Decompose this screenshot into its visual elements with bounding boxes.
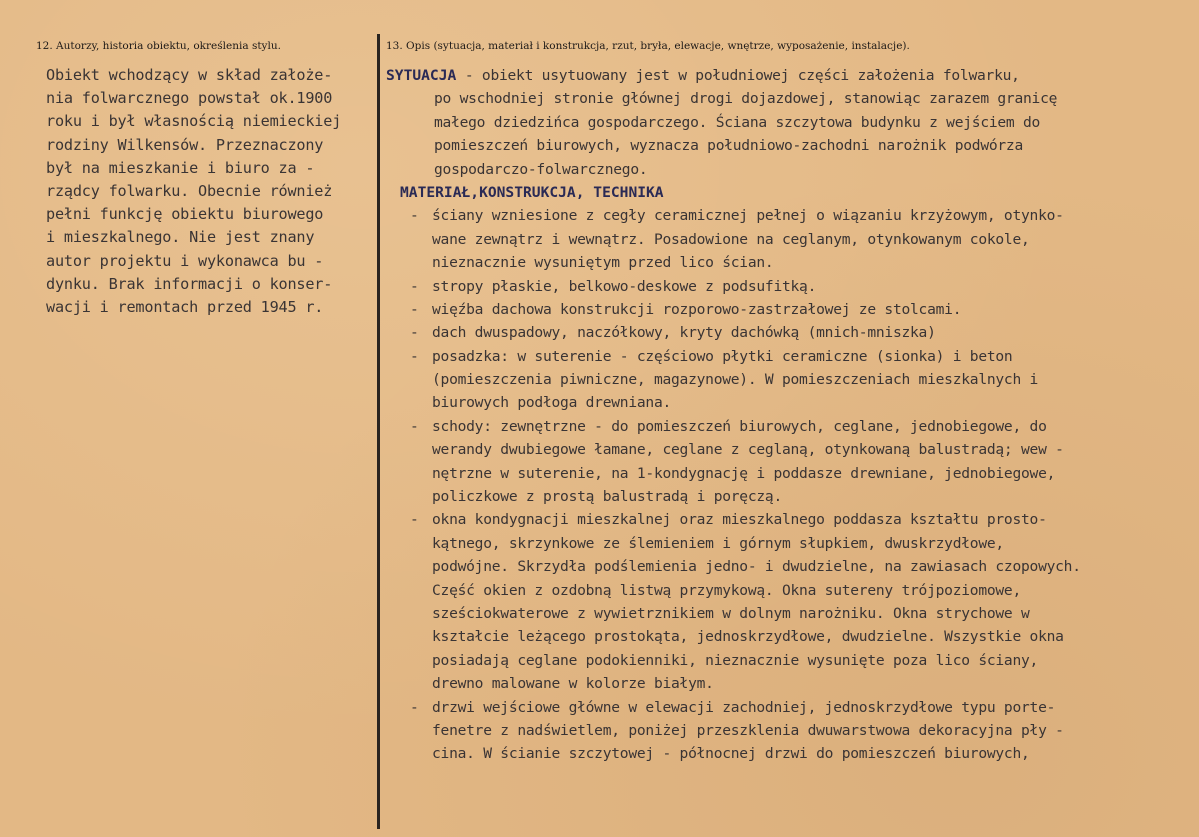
sytuacja-text: - obiekt usytuowany jest w południowej części założenia folwarku,	[456, 67, 1020, 84]
left-text-line: rodziny Wilkensów. Przeznaczony	[46, 135, 324, 154]
list-item-continuation: drewno malowane w kolorze białym.	[432, 675, 714, 693]
sytuacja-first-line	[386, 64, 1196, 87]
section-13-header: 13. Opis (sytuacja, materiał i konstrukcja, rzut, bryła, elewacje, wnętrze, wyposażenie, instalacje).	[386, 40, 910, 52]
list-dash: -	[410, 324, 419, 342]
left-text-line: dynku. Brak informacji o konser-	[46, 274, 333, 293]
sytuacja-line: małego dziedzińca gospodarczego. Ściana szczytowa budynku z wejściem do	[434, 113, 1041, 131]
list-item-continuation: sześciokwaterowe z wywietrznikiem w dolnym narożniku. Okna strychowe w	[432, 604, 1030, 622]
list-item	[386, 298, 1196, 321]
list-item-continuation: werandy dwubiegowe łamane, ceglane z ceglaną, otynkowaną balustradą; wew -	[432, 441, 1064, 459]
material-heading: MATERIAŁ,KONSTRUKCJA, TECHNIKA	[400, 183, 664, 201]
list-item-continuation: kątnego, skrzynkowe ze ślemieniem i górnym słupkiem, dwuskrzydłowe,	[432, 534, 1004, 552]
list-item-text: więźba dachowa konstrukcji rozporowo-zastrzałowej ze stolcami.	[432, 300, 962, 318]
list-item-text: okna kondygnacji mieszkalnej oraz mieszkalnego poddasza kształtu prosto-	[432, 511, 1047, 529]
material-heading-line	[386, 181, 1196, 204]
list-dash: -	[410, 417, 419, 435]
left-text-line: rządcy folwarku. Obecnie również	[46, 181, 333, 200]
list-dash: -	[410, 207, 419, 225]
list-item	[386, 508, 1196, 531]
left-text-line: Obiekt wchodzący w skład założe-	[46, 66, 333, 84]
list-item	[386, 321, 1196, 344]
list-item-text: schody: zewnętrzne - do pomieszczeń biurowych, ceglane, jednobiegowe, do	[432, 417, 1047, 435]
left-text-line: wacji i remontach przed 1945 r.	[46, 297, 324, 316]
list-item-text: dach dwuspadowy, naczółkowy, kryty dachówką (mnich-mniszka)	[432, 324, 936, 342]
list-item-text: stropy płaskie, belkowo-deskowe z podsufitką.	[432, 277, 817, 295]
list-dash: -	[410, 698, 419, 716]
list-item-continuation: nętrzne w suterenie, na 1-kondygnację i poddasze drewniane, jednobiegowe,	[432, 464, 1056, 482]
authors-history-text	[46, 64, 381, 319]
list-item-continuation: wane zewnątrz i wewnątrz. Posadowione na ceglanym, otynkowanym cokole,	[432, 230, 1030, 248]
list-item-continuation: posiadają ceglane podokienniki, nieznacznie wysunięte poza lico ściany,	[432, 651, 1039, 669]
list-dash: -	[410, 511, 419, 529]
list-item-continuation: kształcie leżącego prostokąta, jednoskrzydłowe, dwudzielne. Wszystkie okna	[432, 628, 1064, 646]
list-item	[386, 415, 1196, 438]
list-item	[386, 275, 1196, 298]
left-text-line: pełni funkcję obiektu biurowego	[46, 205, 324, 224]
list-item	[386, 345, 1196, 368]
section-12-header: 12. Autorzy, historia obiektu, określenia stylu.	[36, 40, 281, 52]
left-text-line: był na mieszkanie i biuro za -	[46, 158, 315, 177]
list-item	[386, 696, 1196, 719]
list-item-continuation: cina. W ścianie szczytowej - północnej drzwi do pomieszczeń biurowych,	[432, 745, 1030, 763]
list-item-continuation: nieznacznie wysuniętym przed lico ścian.	[432, 254, 774, 272]
sytuacja-line: pomieszczeń biurowych, wyznacza południowo-zachodni narożnik podwórza	[434, 137, 1023, 155]
list-item-text: posadzka: w suterenie - częściowo płytki ceramiczne (sionka) i beton	[432, 347, 1013, 365]
left-text-line: i mieszkalnego. Nie jest znany	[46, 228, 315, 247]
list-item-continuation: fenetre z nadświetlem, poniżej przeszklenia dwuwarstwowa dekoracyjna pły -	[432, 721, 1064, 739]
list-dash: -	[410, 277, 419, 295]
sytuacja-line: gospodarczo-folwarcznego.	[434, 160, 648, 178]
list-item-continuation: podwójne. Skrzydła podślemienia jedno- i dwudzielne, na zawiasach czopowych.	[432, 558, 1081, 576]
list-item-continuation: Część okien z ozdobną listwą przymykową. Okna sutereny trójpoziomowe,	[432, 581, 1021, 599]
list-item-continuation: (pomieszczenia piwniczne, magazynowe). W pomieszczeniach mieszkalnych i	[432, 371, 1039, 389]
sytuacja-line: po wschodniej stronie głównej drogi dojazdowej, stanowiąc zarazem granicę	[434, 90, 1058, 108]
description-text	[386, 64, 1196, 766]
list-dash: -	[410, 300, 419, 318]
list-item-text: ściany wzniesione z cegły ceramicznej pełnej o wiązaniu krzyżowym, otynko-	[432, 207, 1064, 225]
left-text-line: autor projektu i wykonawca bu -	[46, 251, 324, 270]
list-item	[386, 204, 1196, 227]
list-dash: -	[410, 347, 419, 365]
left-text-line: roku i był własnością niemieckiej	[46, 112, 342, 131]
list-item-text: drzwi wejściowe główne w elewacji zachodniej, jednoskrzydłowe typu porte-	[432, 698, 1056, 716]
list-item-continuation: biurowych podłoga drewniana.	[432, 394, 672, 412]
left-text-line: nia folwarcznego powstał ok.1900	[46, 89, 333, 108]
list-item-continuation: policzkowe z prostą balustradą i poręczą.	[432, 488, 782, 506]
sytuacja-heading: SYTUACJA	[386, 67, 457, 84]
